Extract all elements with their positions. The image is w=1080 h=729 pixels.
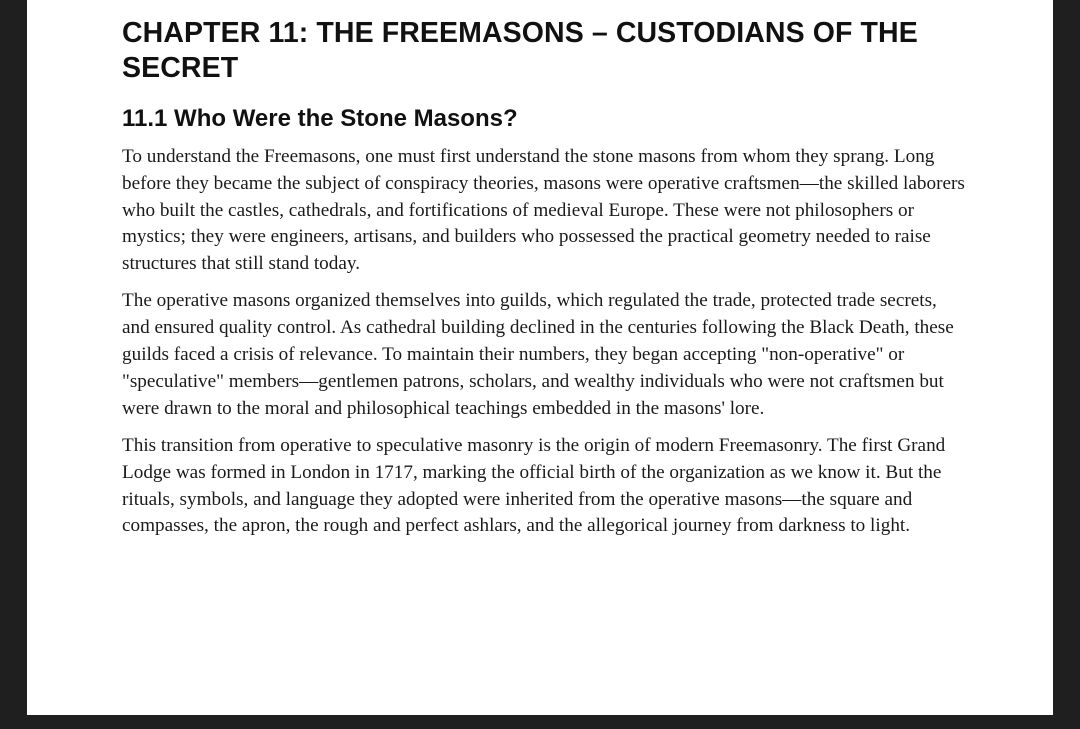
body-paragraph-1: To understand the Freemasons, one must first understand the stone masons from whom they sprang. Long before they became the subject of conspiracy theories, masons were operative craftsmen—the skilled laborers who built the castles, cathedrals, and fortifications of medieval Europe. These were not philosophers or mystics; they were engineers, artisans, and builders who possessed the practical geometry needed to raise structures that still stand today. (122, 146, 965, 275)
viewer-bottom-bar (0, 715, 1080, 729)
section-heading: 11.1 Who Were the Stone Masons? (122, 105, 518, 132)
document-page[interactable] (27, 0, 1053, 715)
page-content (122, 16, 967, 540)
chapter-title: CHAPTER 11: THE FREEMASONS – CUSTODIANS OF THE SECRET (122, 17, 918, 84)
body-paragraph-3: This transition from operative to speculative masonry is the origin of modern Freemasonry. The first Grand Lodge was formed in London in 1717, marking the official birth of the organization as we know it. But the rituals, symbols, and language they adopted were inherited from the operative masons—the square and compasses, the apron, the rough and perfect ashlars, and the allegorical journey from darkness to light. (122, 434, 946, 537)
body-paragraph-2: The operative masons organized themselves into guilds, which regulated the trade, protected trade secrets, and ensured quality control. As cathedral building declined in the centuries following the Black Death, these guilds faced a crisis of relevance. To maintain their numbers, they began accepting "non-operative" or "speculative" members—gentlemen patrons, scholars, and wealthy individuals who were not craftsmen but were drawn to the moral and philosophical teachings embedded in the masons' lore. (122, 290, 954, 419)
